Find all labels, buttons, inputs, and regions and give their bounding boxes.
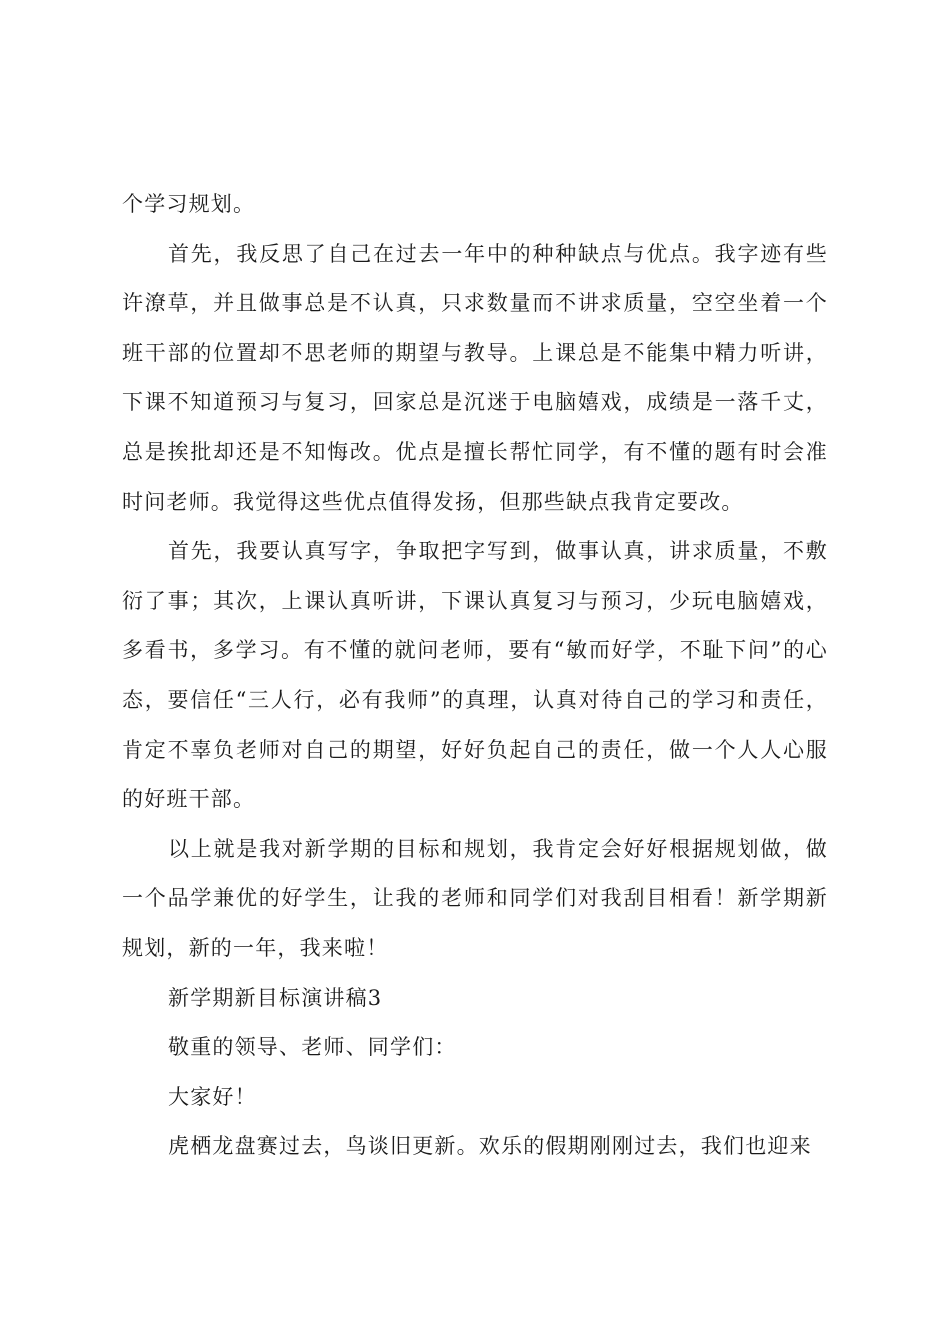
paragraph-self-reflection: 首先，我反思了自己在过去一年中的种种缺点与优点。我字迹有些许潦草，并且做事总是不认真，只求数量而不讲求质量，空空坐着一个班干部的位置却不思老师的期望与教导。上课总是不能集中精力听讲，下课不知道预习与复习，回家总是沉迷于电脑嬉戏，成绩是一落千丈，总是挨批却还是不知悔改。优点是擅长帮忙同学，有不懂的题有时会准时问老师。我觉得这些优点值得发扬，但那些缺点我肯定要改。: [122, 241, 828, 514]
paragraph-opening: 虎栖龙盘赛过去，鸟谈旧更新。欢乐的假期刚刚过去，我们也迎来: [168, 1134, 812, 1159]
document-body: [122, 180, 828, 1172]
speech-title: 新学期新目标演讲稿3: [168, 985, 383, 1010]
paragraph-conclusion: 以上就是我对新学期的目标和规划，我肯定会好好根据规划做，做一个品学兼优的好学生，让我的老师和同学们对我刮目相看！新学期新规划，新的一年，我来啦！: [122, 836, 828, 960]
speech-greeting: 大家好！: [168, 1084, 257, 1109]
speech-salutation: 敬重的领导、老师、同学们：: [168, 1035, 457, 1060]
paragraph-plan: 首先，我要认真写字，争取把字写到，做事认真，讲求质量，不敷衍了事；其次，上课认真听讲，下课认真复习与预习，少玩电脑嬉戏，多看书，多学习。有不懂的就问老师，要有“敏而好学，不耻下问”的心态，要信任“三人行，必有我师”的真理，认真对待自己的学习和责任，肯定不辜负老师对自己的期望，好好负起自己的责任，做一个人人心服的好班干部。: [122, 539, 828, 812]
paragraph-continuation: 个学习规划。: [122, 192, 256, 216]
